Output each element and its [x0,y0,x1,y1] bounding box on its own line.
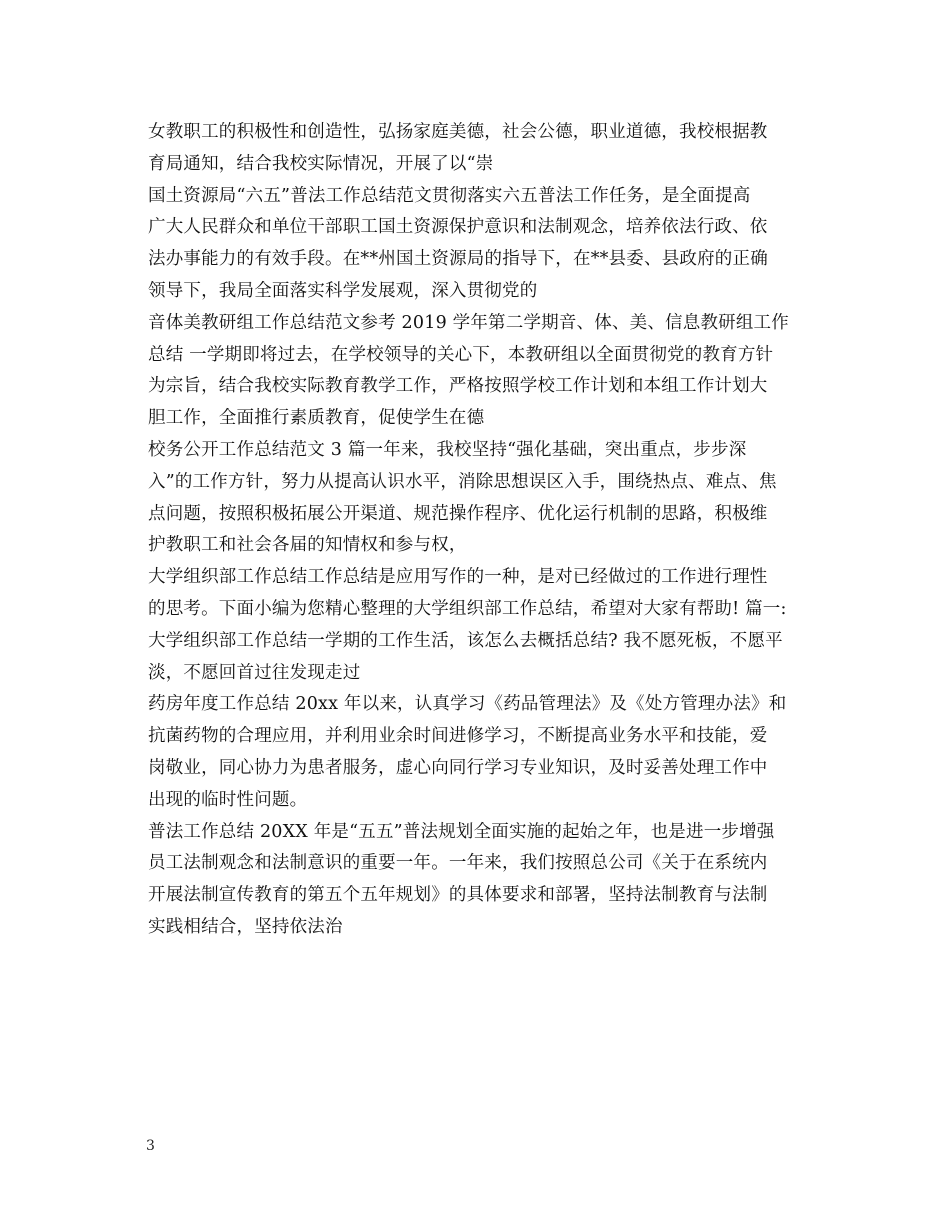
text-line: 抗菌药物的合理应用，并利用业余时间进修学习，不断提高业务水平和技能，爱 [148,726,768,747]
text-line: 育局通知，结合我校实际情况，开展了以“崇 [148,153,494,174]
text-line: 出现的临时性问题。 [148,789,308,810]
text-line: 总结 一学期即将过去，在学校领导的关心下，本教研组以全面贯彻党的教育方针 [148,344,774,365]
text-line: 护教职工和社会各届的知情权和参与权， [148,535,467,556]
text-line: 大学组织部工作总结工作总结是应用写作的一种，是对已经做过的工作进行理性 [148,567,768,588]
text-line: 领导下，我局全面落实科学发展观，深入贯彻党的 [148,280,538,301]
text-line: 女教职工的积极性和创造性，弘扬家庭美德，社会公德，职业道德，我校根据教 [148,122,768,142]
text-line: 为宗旨，结合我校实际教育教学工作，严格按照学校工作计划和本组工作计划大 [148,376,768,397]
text-line: 胆工作，全面推行素质教育，促使学生在德 [148,408,485,429]
text-line: 广大人民群众和单位干部职工国土资源保护意识和法制观念，培养依法行政、依 [148,217,768,238]
text-line: 国土资源局“六五”普法工作总结范文贯彻落实六五普法工作任务，是全面提高 [148,185,751,206]
text-line: 入”的工作方针，努力从提高认识水平，消除思想误区入手，围绕热点、难点、焦 [148,471,777,492]
text-line: 开展法制宣传教育的第五个五年规划》的具体要求和部署，坚持法制教育与法制 [148,885,768,906]
text-line: 法办事能力的有效手段。在**州国土资源局的指导下，在**县委、县政府的正确 [148,249,768,270]
page-number: 3 [146,1138,155,1154]
text-line: 大学组织部工作总结一学期的工作生活，该怎么去概括总结? 我不愿死板，不愿平 [148,630,783,651]
text-line: 音体美教研组工作总结范文参考 2019 学年第二学期音、体、美、信息教研组工作 [148,312,789,333]
text-line: 点问题，按照积极拓展公开渠道、规范操作程序、优化运行机制的思路，积极维 [148,503,768,524]
text-line: 校务公开工作总结范文 3 篇一年来，我校坚持“强化基础，突出重点，步步深 [148,439,747,460]
text-line: 淡，不愿回首过往发现走过 [148,662,361,683]
body-text [148,117,818,944]
text-line: 的思考。下面小编为您精心整理的大学组织部工作总结，希望对大家有帮助! 篇一: [148,598,787,619]
text-line: 岗敬业，同心协力为患者服务，虚心向同行学习专业知识，及时妥善处理工作中 [148,757,768,778]
text-line: 药房年度工作总结 20xx 年以来，认真学习《药品管理法》及《处方管理办法》和 [148,694,787,715]
text-line: 实践相结合，坚持依法治 [148,916,343,937]
text-line: 普法工作总结 20XX 年是“五五”普法规划全面实施的起始之年，也是进一步增强 [148,821,775,842]
text-line: 员工法制观念和法制意识的重要一年。一年来，我们按照总公司《关于在系统内 [148,853,768,874]
